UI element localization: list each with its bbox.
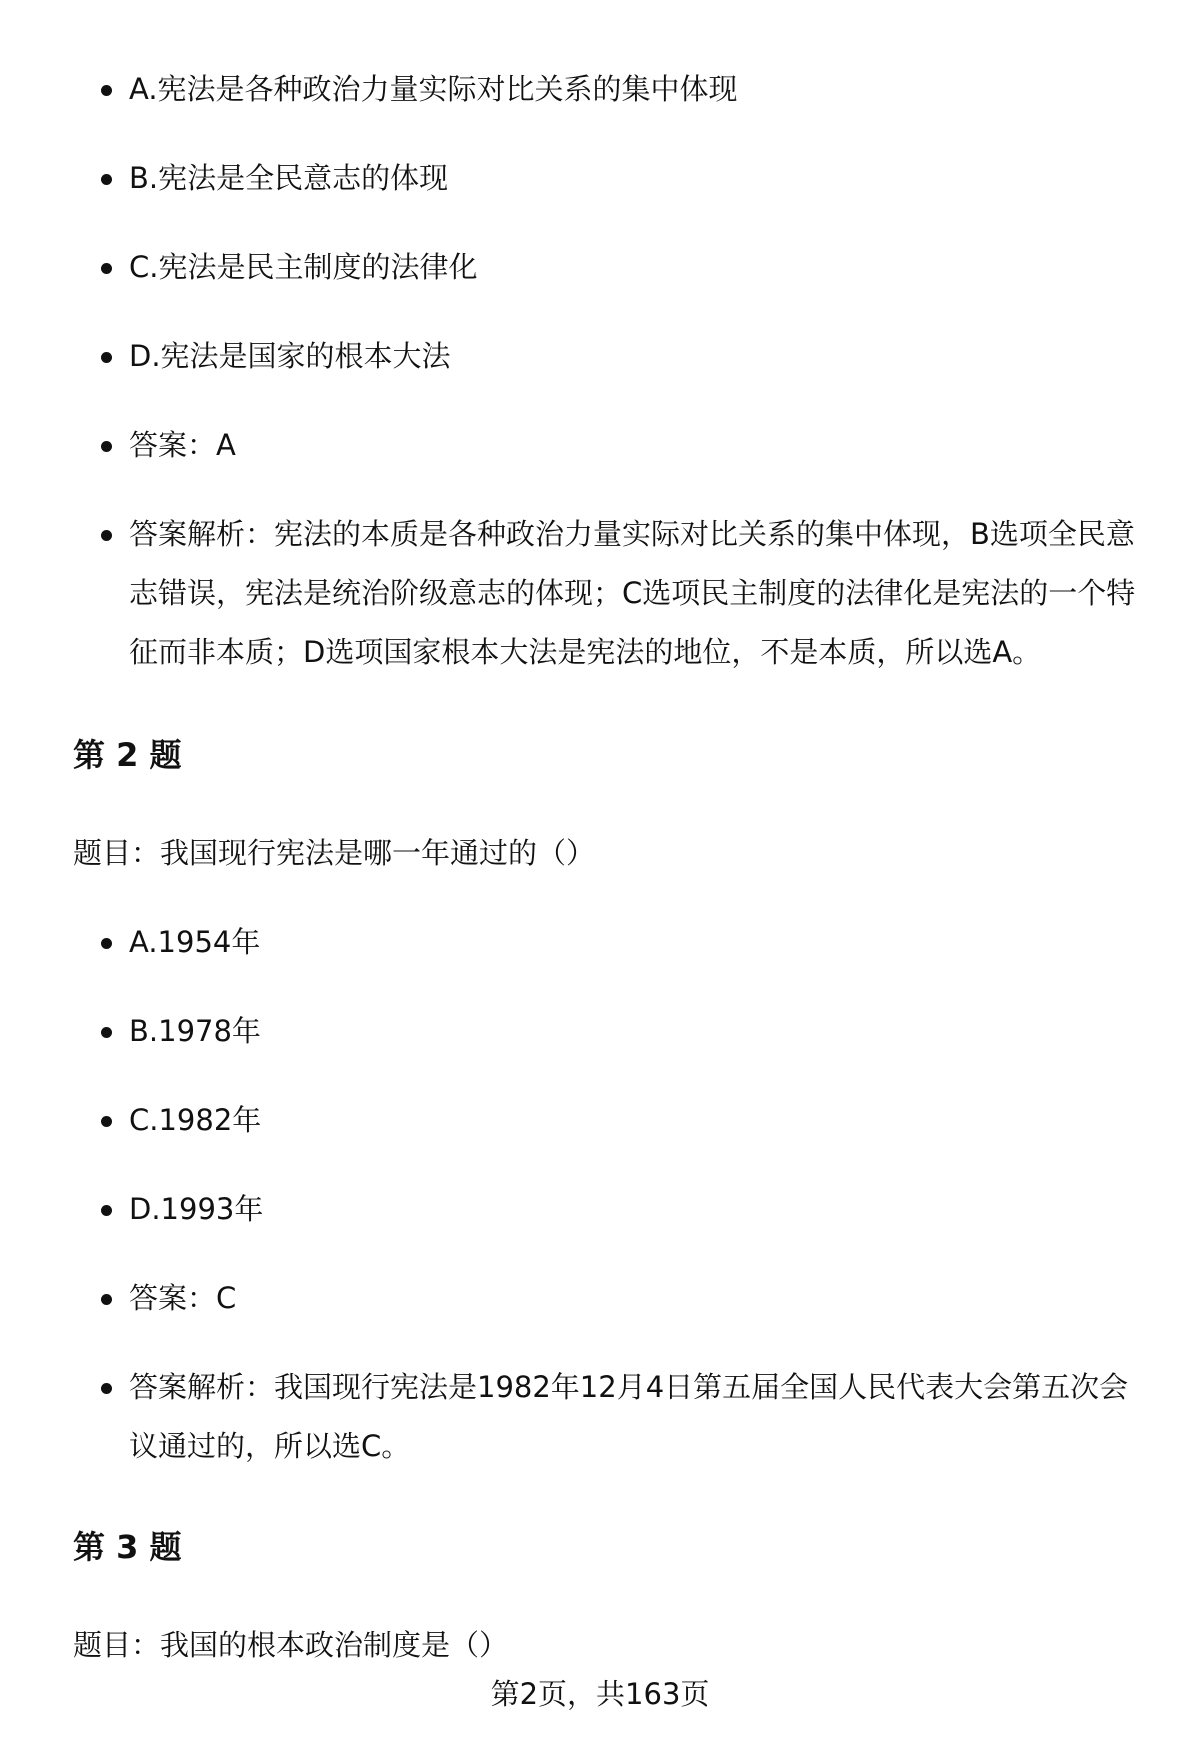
q1-option-c: C.宪法是民主制度的法律化 xyxy=(73,238,1153,297)
q2-option-c: C.1982年 xyxy=(73,1091,1153,1150)
q2-explanation: 答案解析：我国现行宪法是1982年12月4日第五届全国人民代表大会第五次会议通过的，所以选C。 xyxy=(73,1358,1153,1476)
q2-option-d: D.1993年 xyxy=(73,1180,1153,1239)
q1-options-list xyxy=(73,60,1153,682)
page-number-footer: 第2页，共163页 xyxy=(490,1677,710,1711)
q1-answer: 答案：A xyxy=(73,416,1153,475)
q2-options-list xyxy=(73,913,1153,1476)
q1-explanation: 答案解析：宪法的本质是各种政治力量实际对比关系的集中体现，B选项全民意志错误，宪法是统治阶级意志的体现；C选项民主制度的法律化是宪法的一个特征而非本质；D选项国家根本大法是宪法的地位，不是本质，所以选A。 xyxy=(73,505,1153,682)
q2-answer: 答案：C xyxy=(73,1269,1153,1328)
q2-option-b: B.1978年 xyxy=(73,1002,1153,1061)
q2-option-a: A.1954年 xyxy=(73,913,1153,972)
q1-option-a: A.宪法是各种政治力量实际对比关系的集中体现 xyxy=(73,60,1153,119)
q1-option-b: B.宪法是全民意志的体现 xyxy=(73,149,1153,208)
q3-question: 题目：我国的根本政治制度是（） xyxy=(73,1628,509,1662)
q2-question: 题目：我国现行宪法是哪一年通过的（） xyxy=(73,836,596,870)
q1-option-d: D.宪法是国家的根本大法 xyxy=(73,327,1153,386)
q3-heading: 第 3 题 xyxy=(73,1528,182,1566)
q2-heading: 第 2 题 xyxy=(73,736,182,774)
